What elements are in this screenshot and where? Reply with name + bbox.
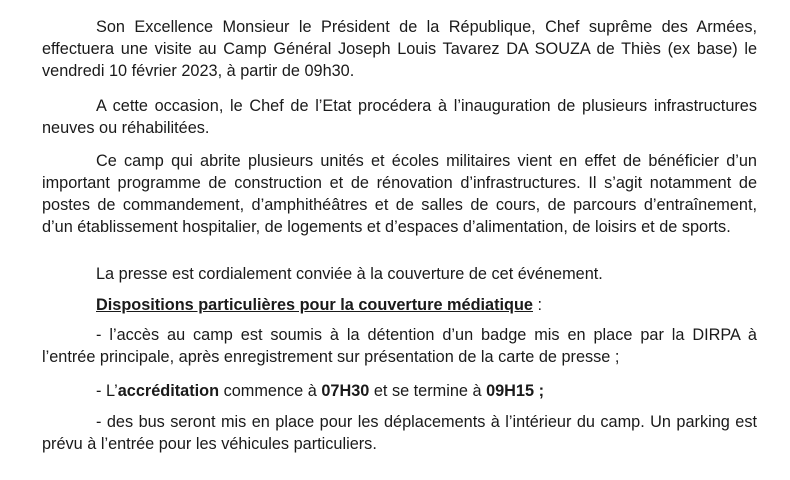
bullet-text: - l’accès au camp est soumis à la détention d’un badge mis en place par la DIRPA à l’entrée principale, après enregistrement sur présentation de la carte de presse ; bbox=[42, 326, 757, 366]
paragraph-press-invitation bbox=[42, 263, 757, 285]
bullet-badge-access bbox=[42, 324, 757, 368]
heading-colon: : bbox=[533, 296, 543, 314]
paragraph-visit-announcement bbox=[42, 16, 757, 82]
paragraph-text: Ce camp qui abrite plusieurs unités et écoles militaires vient en effet de bénéficier d’un important programme de construction et de rénovation d’infrastructures. Il s’agit notamment de postes de commandement, d’amphithéâtres et de salles de cours, de parcours d’entraînement, d’un établissement hospitalier, de logements et d’espaces d’alimentation, de loisirs et de sports. bbox=[42, 152, 757, 236]
bullet-text: - des bus seront mis en place pour les déplacements à l’intérieur du camp. Un parking est prévu à l’entrée pour les véhicules particuliers. bbox=[42, 413, 757, 453]
bullet-accreditation-hours bbox=[42, 380, 757, 402]
paragraph-text: A cette occasion, le Chef de l’Etat procédera à l’inauguration de plusieurs infrastructures neuves ou réhabilitées. bbox=[42, 97, 757, 137]
start-time: 07H30 bbox=[321, 382, 370, 400]
accreditation-label: accréditation bbox=[117, 382, 220, 400]
heading-text: Dispositions particulières pour la couverture médiatique bbox=[96, 296, 533, 314]
bullet-text-middle-2: et se termine à bbox=[369, 382, 487, 400]
end-time: 09H15 ; bbox=[486, 382, 544, 400]
section-heading-media-coverage bbox=[42, 294, 757, 316]
paragraph-text: Son Excellence Monsieur le Président de la République, Chef suprême des Armées, effectuera une visite au Camp Général Joseph Louis Tavarez DA SOUZA de Thiès (ex base) le vendredi 10 février 2023, à partir de 09h30. bbox=[42, 18, 757, 80]
paragraph-inauguration bbox=[42, 95, 757, 139]
bullet-text-middle: commence à bbox=[219, 382, 322, 400]
paragraph-text: La presse est cordialement conviée à la couverture de cet événement. bbox=[96, 265, 603, 283]
bullet-bus-parking bbox=[42, 411, 757, 455]
paragraph-camp-description bbox=[42, 150, 757, 238]
bullet-text-prefix: - L’ bbox=[96, 382, 118, 400]
